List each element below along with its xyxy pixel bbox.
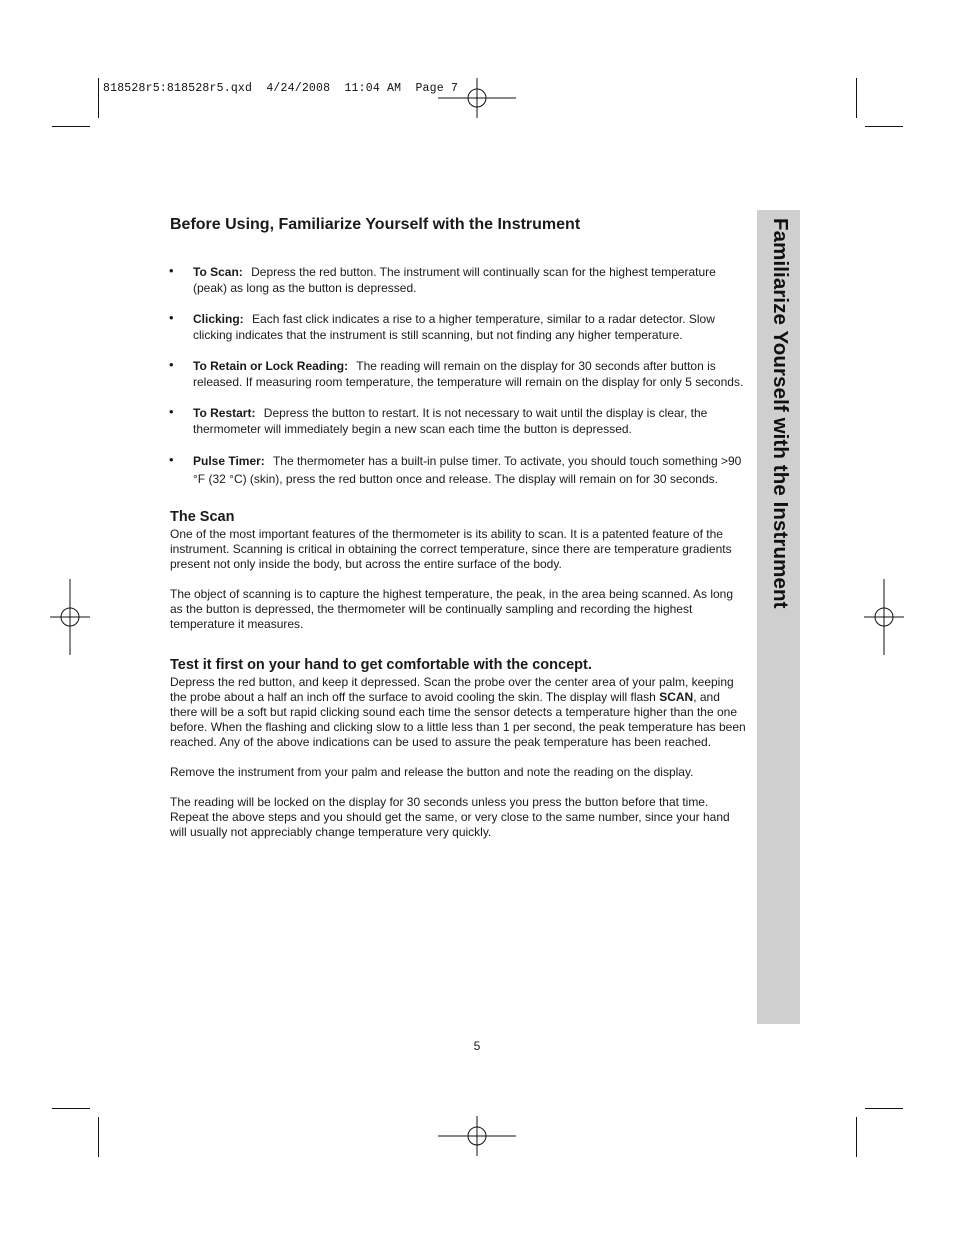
crop-mark <box>856 78 857 118</box>
list-item-term: Clicking: <box>193 312 244 326</box>
paragraph-text: , and there will be a soft but rapid clicking sound each time the sensor detects a temperature higher than the one before. When the flashing and clicking slow to a little less than 1 per second, the peak temperature has been reached. Any of the above indications can be used to assure the peak temperature has been reached. <box>170 690 746 749</box>
list-item <box>170 311 748 343</box>
crop-mark <box>856 1117 857 1157</box>
list-item-text: The reading will remain on the display for 30 seconds after button is released. If measuring room temperature, the temperature will remain on the display for only 5 seconds. <box>193 359 744 389</box>
paragraph: Remove the instrument from your palm and release the button and note the reading on the display. <box>170 765 694 779</box>
paragraph-text: Depress the red button, and keep it depressed. Scan the probe over the center area of your palm, keeping the probe about a half an inch off the surface to avoid cooling the skin. The display will flash <box>170 675 734 704</box>
scan-keyword: SCAN <box>659 690 694 704</box>
main-content <box>170 214 748 855</box>
section-title-test: Test it first on your hand to get comfortable with the concept. <box>170 657 592 673</box>
bullet-icon: • <box>169 404 174 419</box>
side-tab <box>757 210 800 1024</box>
list-item-term: To Restart: <box>193 406 256 420</box>
paragraph: The object of scanning is to capture the highest temperature, the peak, in the area being scanned. As long as the button is depressed, the thermometer will be continually sampling and recording the highest temperature it measures. <box>170 587 734 631</box>
list-item <box>170 405 748 437</box>
list-item-text: The thermometer has a built-in pulse timer. To activate, you should touch something >90 °F (32 °C) (skin), press the red button once and release. The display will remain on for 30 seconds. <box>193 454 742 486</box>
paragraph: One of the most important features of the thermometer is its ability to scan. It is a patented feature of the instrument. Scanning is critical in obtaining the correct temperature, since there are temperature gradients present not only inside the body, but across the entire surface of the body. <box>170 527 732 571</box>
list-item <box>170 452 748 488</box>
bullet-icon: • <box>169 357 174 372</box>
page-title: Before Using, Familiarize Yourself with the Instrument <box>170 216 581 233</box>
crop-mark <box>52 126 90 127</box>
paragraph <box>170 675 748 750</box>
list-item-text: Depress the red button. The instrument will continually scan for the highest temperature (peak) as long as the button is depressed. <box>193 265 716 295</box>
list-item-text: Each fast click indicates a rise to a higher temperature, similar to a radar detector. Slow clicking indicates that the instrument is still scanning, but not finding any higher temperature. <box>193 312 715 342</box>
crop-mark <box>98 1117 99 1157</box>
list-item-text: Depress the button to restart. It is not necessary to wait until the display is clear, the thermometer will immediately begin a new scan each time the button is depressed. <box>193 406 708 436</box>
bullet-icon: • <box>169 263 174 278</box>
section-title-scan: The Scan <box>170 509 235 525</box>
registration-mark-icon <box>864 579 904 655</box>
page-number: 5 <box>473 1039 481 1053</box>
registration-mark-icon <box>50 579 90 655</box>
crop-mark <box>865 126 903 127</box>
bullet-icon: • <box>169 310 174 325</box>
list-item <box>170 358 748 390</box>
registration-mark-icon <box>438 78 516 118</box>
list-item-term: Pulse Timer: <box>193 454 265 468</box>
list-item-term: To Scan: <box>193 265 243 279</box>
list-item <box>170 264 748 296</box>
feature-list <box>170 264 748 488</box>
crop-mark <box>52 1108 90 1109</box>
printer-slug: 818528r5:818528r5.qxd 4/24/2008 11:04 AM Page 7 <box>103 82 459 95</box>
registration-mark-icon <box>438 1116 516 1156</box>
paragraph: The reading will be locked on the display for 30 seconds unless you press the button before that time. Repeat the above steps and you should get the same, or very close to the same number, since your hand will usually not appreciably change temperature very quickly. <box>170 795 730 839</box>
crop-mark <box>865 1108 903 1109</box>
list-item-term: To Retain or Lock Reading: <box>193 359 349 373</box>
bullet-icon: • <box>169 452 174 467</box>
crop-mark <box>98 78 99 118</box>
side-tab-label: Familiarize Yourself with the Instrument <box>768 218 792 609</box>
